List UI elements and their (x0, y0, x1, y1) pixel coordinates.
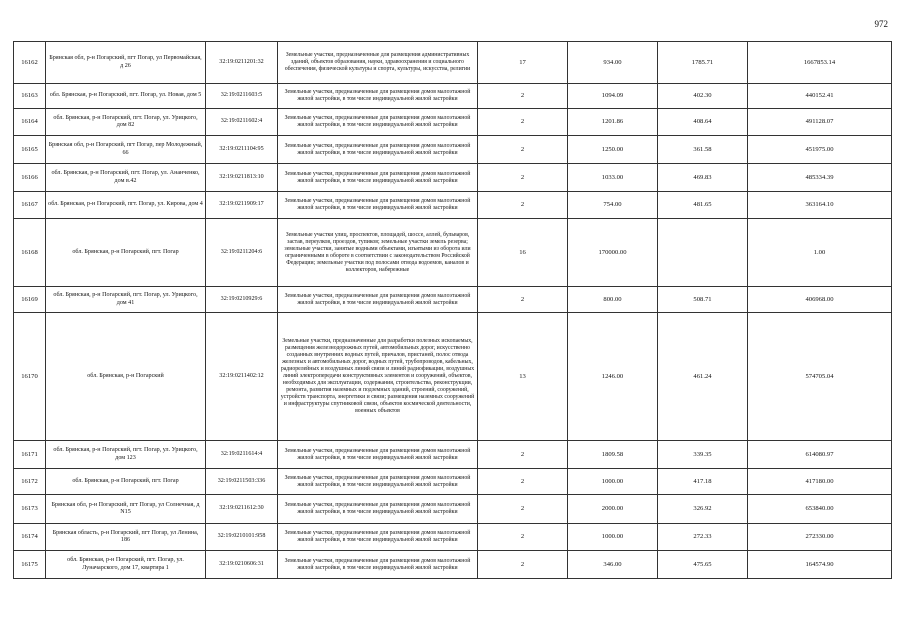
area-cell: 754.00 (568, 192, 658, 219)
group-cell: 2 (478, 84, 568, 109)
table-row (14, 495, 892, 524)
cadastral-value-cell: 653840.00 (748, 495, 892, 524)
row-number: 16173 (14, 495, 46, 524)
row-number: 16164 (14, 109, 46, 136)
row-number: 16169 (14, 287, 46, 313)
cadastral-number-cell: 32:19:0211813:10 (206, 164, 278, 192)
cadastral-number-cell: 32:19:0210606:31 (206, 551, 278, 579)
specific-value-cell: 339.35 (658, 441, 748, 469)
specific-value-cell: 508.71 (658, 287, 748, 313)
row-number: 16175 (14, 551, 46, 579)
specific-value-cell: 469.83 (658, 164, 748, 192)
address-cell: обл. Брянская, р-н Погарский, пгт. Погар, ул. Урицкого, дом 41 (46, 287, 206, 313)
cadastral-number-cell: 32:19:0211614:4 (206, 441, 278, 469)
address-cell: Брянская обл, р-н Погарский, пгт Погар, ул Солнечная, д N15 (46, 495, 206, 524)
address-cell: Брянская обл, р-н Погарский, пгт Погар, пер Молодежный, 66 (46, 136, 206, 164)
cadastral-number-cell: 32:19:0211104:95 (206, 136, 278, 164)
address-cell: обл. Брянская, р-н Погарский, пгт. Погар (46, 469, 206, 495)
row-number: 16170 (14, 313, 46, 441)
group-cell: 17 (478, 42, 568, 84)
land-use-cell: Земельные участки, предназначенные для размещения административных зданий, объектов образования, науки, здравоохранения и социального обеспечения, физической культуры и спорта, культуры, искусства, религии (278, 42, 478, 84)
specific-value-cell: 402.30 (658, 84, 748, 109)
table-row (14, 164, 892, 192)
row-number: 16174 (14, 524, 46, 551)
land-use-cell: Земельные участки, предназначенные для размещения домов малоэтажной жилой застройки, в том числе индивидуальной жилой застройки (278, 469, 478, 495)
address-cell: Брянская область, р-н Погарский, пгт Погар, ул Ленина, 186 (46, 524, 206, 551)
specific-value-cell: 481.65 (658, 192, 748, 219)
group-cell: 2 (478, 109, 568, 136)
table-row (14, 313, 892, 441)
cadastral-value-cell: 406968.00 (748, 287, 892, 313)
specific-value-cell (658, 219, 748, 287)
cadastral-value-cell: 1667853.14 (748, 42, 892, 84)
area-cell: 800.00 (568, 287, 658, 313)
cadastral-number-cell: 32:19:0211402:12 (206, 313, 278, 441)
specific-value-cell: 1785.71 (658, 42, 748, 84)
cadastral-number-cell: 32:19:0210101:958 (206, 524, 278, 551)
specific-value-cell: 326.92 (658, 495, 748, 524)
area-cell: 1201.86 (568, 109, 658, 136)
group-cell: 13 (478, 313, 568, 441)
cadastral-number-cell: 32:19:0211603:5 (206, 84, 278, 109)
land-use-cell: Земельные участки, предназначенные для размещения домов малоэтажной жилой застройки, в том числе индивидуальной жилой застройки (278, 495, 478, 524)
cadastral-value-cell: 491128.07 (748, 109, 892, 136)
table-row (14, 524, 892, 551)
group-cell: 2 (478, 469, 568, 495)
cadastral-value-cell: 164574.90 (748, 551, 892, 579)
cadastral-value-cell: 451975.00 (748, 136, 892, 164)
specific-value-cell: 272.33 (658, 524, 748, 551)
specific-value-cell: 408.64 (658, 109, 748, 136)
row-number: 16162 (14, 42, 46, 84)
cadastral-number-cell: 32:19:0210929:6 (206, 287, 278, 313)
row-number: 16166 (14, 164, 46, 192)
group-cell: 16 (478, 219, 568, 287)
group-cell: 2 (478, 495, 568, 524)
group-cell: 2 (478, 164, 568, 192)
group-cell: 2 (478, 551, 568, 579)
area-cell: 1094.09 (568, 84, 658, 109)
land-use-cell: Земельные участки, предназначенные для разработки полезных ископаемых, размещения железнодорожных путей, автомобильных дорог, искусственно созданных внутренних водных путей, причалов, пристаней, полос отвода железных и автомобильных дорог, водных путей, трубопроводов, кабельных, радиорелейных и воздушных линий связи и линий радиофикации, воздушных линий электропередачи конструктивных элементов и сооружений, объектов, необходимых для эксплуатации, содержания, строительства, реконструкции, ремонта, развития наземных и подземных зданий, строений, сооружений, устройств транспорта, энергетики и связи; размещения наземных сооружений и инфраструктуры спутниковой связи, объектов космической деятельности, военных объектов (278, 313, 478, 441)
area-cell: 346.00 (568, 551, 658, 579)
cadastral-value-cell: 363164.10 (748, 192, 892, 219)
area-cell: 1809.58 (568, 441, 658, 469)
area-cell: 1000.00 (568, 469, 658, 495)
cadastral-value-table (13, 41, 892, 579)
specific-value-cell: 475.65 (658, 551, 748, 579)
area-cell: 2000.00 (568, 495, 658, 524)
address-cell: обл. Брянская, р-н Погарский, пгт. Погар, ул. Урицкого, дом 123 (46, 441, 206, 469)
row-number: 16163 (14, 84, 46, 109)
group-cell: 2 (478, 192, 568, 219)
group-cell: 2 (478, 287, 568, 313)
specific-value-cell: 417.18 (658, 469, 748, 495)
row-number: 16165 (14, 136, 46, 164)
group-cell: 2 (478, 136, 568, 164)
land-use-cell: Земельные участки, предназначенные для размещения домов малоэтажной жилой застройки, в том числе индивидуальной жилой застройки (278, 192, 478, 219)
address-cell: обл. Брянская, р-н Погарский (46, 313, 206, 441)
cadastral-value-cell: 614080.97 (748, 441, 892, 469)
group-cell: 2 (478, 524, 568, 551)
area-cell: 1000.00 (568, 524, 658, 551)
area-cell: 934.00 (568, 42, 658, 84)
cadastral-number-cell: 32:19:0211201:32 (206, 42, 278, 84)
land-use-cell: Земельные участки, предназначенные для размещения домов малоэтажной жилой застройки, в том числе индивидуальной жилой застройки (278, 551, 478, 579)
area-cell: 1033.00 (568, 164, 658, 192)
page-number: 972 (874, 19, 888, 29)
cadastral-value-cell: 440152.41 (748, 84, 892, 109)
table-row (14, 441, 892, 469)
address-cell: обл. Брянская, р-н Погарский, пгт. Погар, ул. Новая, дом 5 (46, 84, 206, 109)
area-cell: 170000.00 (568, 219, 658, 287)
table-body (14, 42, 892, 579)
cadastral-value-cell: 272330.00 (748, 524, 892, 551)
land-use-cell: Земельные участки улиц, проспектов, площадей, шоссе, аллей, бульваров, застав, переулков, проездов, тупиков; земельные участки земель резерва; земельные участки, занятые водными объектами, изъятыми из оборота или ограниченными в обороте в соответствии с законодательством Российской Федерации; земельные участки под полосами отвода водоемов, каналов и коллекторов, набережные (278, 219, 478, 287)
area-cell: 1250.00 (568, 136, 658, 164)
address-cell: обл. Брянская, р-н Погарский, пгт. Погар, ул. Ананченко, дом в.42 (46, 164, 206, 192)
cadastral-number-cell: 32:19:0211602:4 (206, 109, 278, 136)
land-use-cell: Земельные участки, предназначенные для размещения домов малоэтажной жилой застройки, в том числе индивидуальной жилой застройки (278, 441, 478, 469)
cadastral-number-cell: 32:19:0211612:30 (206, 495, 278, 524)
table-row (14, 136, 892, 164)
land-use-cell: Земельные участки, предназначенные для размещения домов малоэтажной жилой застройки, в том числе индивидуальной жилой застройки (278, 287, 478, 313)
land-use-cell: Земельные участки, предназначенные для размещения домов малоэтажной жилой застройки, в том числе индивидуальной жилой застройки (278, 164, 478, 192)
cadastral-value-cell: 1.00 (748, 219, 892, 287)
land-use-cell: Земельные участки, предназначенные для размещения домов малоэтажной жилой застройки, в том числе индивидуальной жилой застройки (278, 109, 478, 136)
cadastral-number-cell: 32:19:0211909:17 (206, 192, 278, 219)
address-cell: обл. Брянская, р-н Погарский, пгт. Погар (46, 219, 206, 287)
table-row (14, 287, 892, 313)
table-row (14, 84, 892, 109)
table-row (14, 551, 892, 579)
table-row (14, 219, 892, 287)
land-use-cell: Земельные участки, предназначенные для размещения домов малоэтажной жилой застройки, в том числе индивидуальной жилой застройки (278, 84, 478, 109)
cadastral-number-cell: 32:19:0211503:336 (206, 469, 278, 495)
land-use-cell: Земельные участки, предназначенные для размещения домов малоэтажной жилой застройки, в том числе индивидуальной жилой застройки (278, 524, 478, 551)
cadastral-number-cell: 32:19:0211204:6 (206, 219, 278, 287)
specific-value-cell: 361.58 (658, 136, 748, 164)
table-row (14, 42, 892, 84)
address-cell: обл. Брянская, р-н Погарский, пгт. Погар, ул. Урицкого, дом 82 (46, 109, 206, 136)
specific-value-cell: 461.24 (658, 313, 748, 441)
cadastral-value-cell: 574705.04 (748, 313, 892, 441)
address-cell: обл. Брянская, р-н Погарский, пгт. Погар, ул. Луначарского, дом 17, квартира 1 (46, 551, 206, 579)
row-number: 16168 (14, 219, 46, 287)
row-number: 16172 (14, 469, 46, 495)
table-row (14, 109, 892, 136)
area-cell: 1246.00 (568, 313, 658, 441)
cadastral-value-cell: 485334.39 (748, 164, 892, 192)
address-cell: обл. Брянская, р-н Погарский, пгт. Погар, ул. Кирова, дом 4 (46, 192, 206, 219)
land-use-cell: Земельные участки, предназначенные для размещения домов малоэтажной жилой застройки, в том числе индивидуальной жилой застройки (278, 136, 478, 164)
address-cell: Брянская обл, р-н Погарский, пгт Погар, ул Первомайская, д 26 (46, 42, 206, 84)
row-number: 16171 (14, 441, 46, 469)
group-cell: 2 (478, 441, 568, 469)
table-row (14, 469, 892, 495)
row-number: 16167 (14, 192, 46, 219)
cadastral-value-cell: 417180.00 (748, 469, 892, 495)
table-row (14, 192, 892, 219)
